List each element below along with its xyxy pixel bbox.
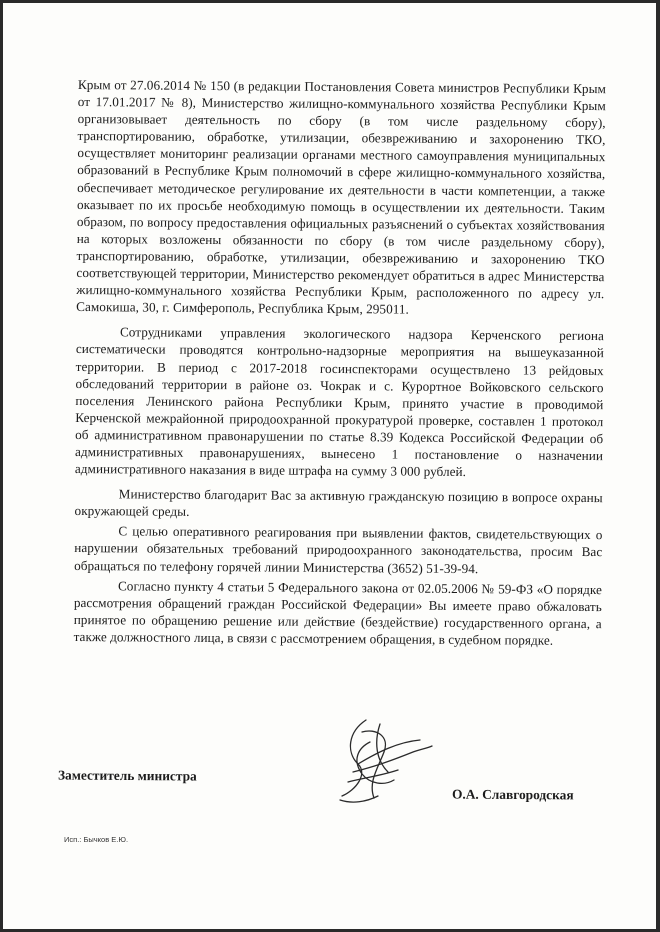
signatory-title: Заместитель министра xyxy=(57,767,197,784)
paragraph-legal-basis: Крым от 27.06.2014 № 150 (в редакции Постановления Совета министров Республики Крым от 17.01.2017 № 8), Министерство жилищно-коммунального хозяйства Республики Крым организовывает деятельность по сбору (в том числе раздельному сбору), транспортированию, обработке, утилизации, обезвреживанию и захоронению ТКО, осуществляет мониторинг реализации органами местного самоуправления муниципальных образований в Республике Крым полномочий в сфере жилищно-коммунального хозяйства, обеспечивает методическое регулирование их деятельности в части компетенции, а также оказывает по их просьбе необходимую помощь в осуществлении их деятельности. Таким образом, по вопросу предоставления официальных разъяснений о субъектах хозяйствования на которых возложены обязанности по сбору (в том числе раздельному сбору), транспортированию, обработке, утилизации, обезвреживанию и захоронению ТКО соответствующей территории, Министерство рекомендует обратиться в адрес Министерства жилищно-коммунального хозяйства Республики Крым, расположенного по адресу ул. Самокиша, 30, г. Симферополь, Республика Крым, 295011. xyxy=(76,76,606,317)
paragraph-hotline: С целью оперативного реагирования при выявлении фактов, свидетельствующих о нарушении обязательных требований природоохранного законодательства, просим Вас обращаться по телефону горячей линии Министерства (3652) 51-39-94. xyxy=(74,523,603,576)
handwritten-signature-icon xyxy=(318,712,438,812)
executor-note: Исп.: Бычков Е.Ю. xyxy=(64,835,129,844)
paragraph-appeal-rights: Согласно пункту 4 статьи 5 Федерального закона от 02.05.2006 № 59-ФЗ «О порядке рассмотрения обращений граждан Российской Федерации» Вы имеете право обжаловать принятое по обращению решение или действие (бездействие) государственного органа, а также должностного лица, в связи с рассмотрением обращения, в судебном порядке. xyxy=(73,577,603,648)
paragraph-gratitude: Министерство благодарит Вас за активную гражданскую позицию в вопросе охраны окружающей среды. xyxy=(74,486,603,520)
signatory-name: О.А. Славгородская xyxy=(451,786,574,803)
paragraph-inspections: Сотрудниками управления экологического надзора Керченского региона систематически проводятся контрольно-надзорные мероприятия на вышеуказанной территории. В период с 2017-2018 госинспекторами осуществлено 13 рейдовых обследований территории в районе оз. Чокрак и с. Курортное Войковского сельского поселения Ленинского района Республики Крым, принято участие в проводимой Керченской межрайонной природоохранной прокуратурой проверке, составлен 1 протокол об административном правонарушении по статье 8.39 Кодекса Российской Федерации об административных правонарушениях, вынесено 1 постановление о назначении административного наказания в виде штрафа на сумму 3 000 рублей. xyxy=(74,324,605,480)
letter-body xyxy=(74,76,606,649)
scan-border-left xyxy=(0,0,3,932)
scan-border-top xyxy=(0,0,660,3)
scan-border-right xyxy=(656,0,660,932)
